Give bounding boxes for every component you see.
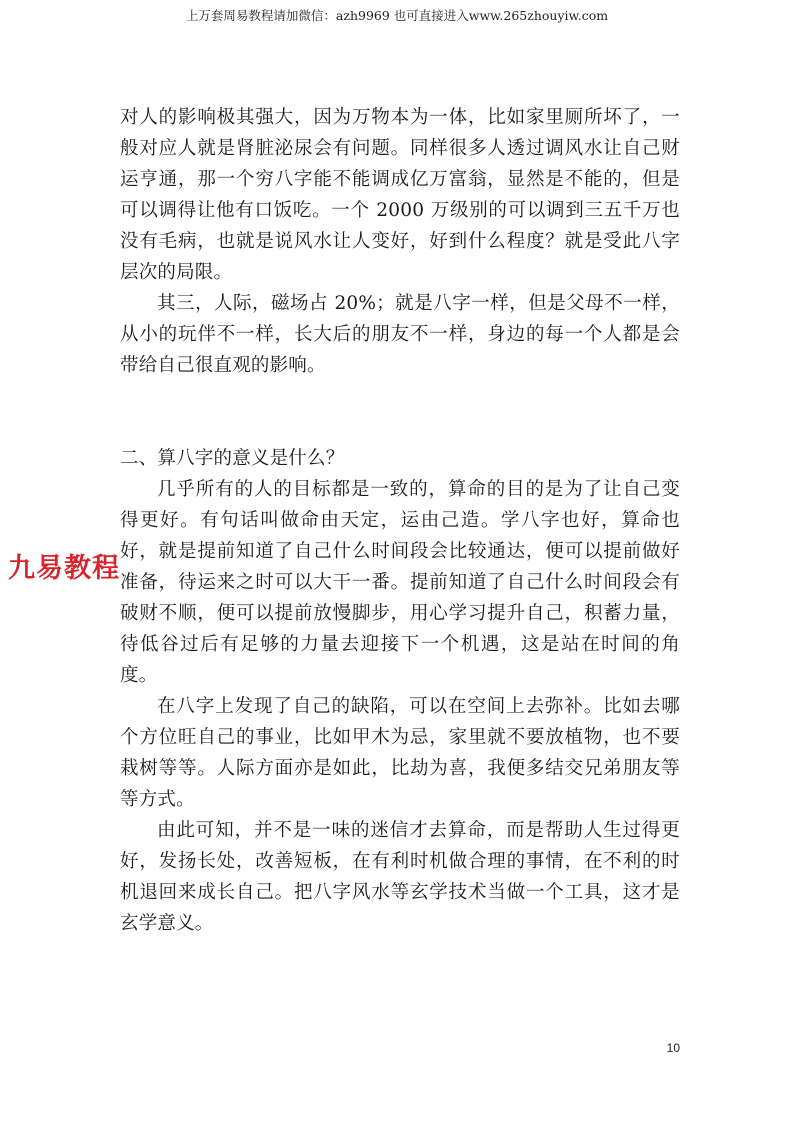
document-body [120, 102, 680, 939]
page-number: 10 [666, 1041, 680, 1055]
paragraph-interpersonal: 其三，人际，磁场占 20%；就是八字一样，但是父母不一样，从小的玩伴不一样，长大后的朋友不一样，身边的每一个人都是会带给自己很直观的影响。 [120, 293, 680, 376]
paragraph-continuation: 对人的影响极其强大，因为万物本为一体，比如家里厕所坏了，一般对应人就是肾脏泌尿会有问题。同样很多人透过调风水让自己财运亨通，那一个穷八字能不能调成亿万富翁，显然是不能的，但是可以调得让他有口饭吃。一个 2000 万级别的可以调到三五千万也没有毛病，也就是说风水让人变好，好到什么程度？就是受此八字层次的局限。 [120, 107, 680, 283]
paragraph-meaning: 几乎所有的人的目标都是一致的，算命的目的是为了让自己变得更好。有句话叫做命由天定，运由己造。学八字也好，算命也好，就是提前知道了自己什么时间段会比较通达，便可以提前做好准备，待运来之时可以大干一番。提前知道了自己什么时间段会有破财不顺，便可以提前放慢脚步，用心学习提升自己，积蓄力量，待低谷过后有足够的力量去迎接下一个机遇，这是站在时间的角度。 [120, 479, 680, 686]
watermark-logo: 九易教程 [8, 553, 120, 584]
paragraph-space: 在八字上发现了自己的缺陷，可以在空间上去弥补。比如去哪个方位旺自己的事业，比如甲木为忌，家里就不要放植物，也不要栽树等等。人际方面亦是如此，比劫为喜，我便多结交兄弟朋友等等方式。 [120, 696, 680, 810]
paragraph-conclusion: 由此可知，并不是一味的迷信才去算命，而是帮助人生过得更好，发扬长处，改善短板，在有利时机做合理的事情，在不利的时机退回来成长自己。把八字风水等玄学技术当做一个工具，这才是玄学意义。 [120, 820, 680, 934]
section-spacer [120, 381, 680, 443]
section-heading: 二、算八字的意义是什么？ [120, 448, 345, 469]
page-header: 上万套周易教程请加微信：azh9969 也可直接进入www.265zhouyiw.com [185, 8, 609, 23]
